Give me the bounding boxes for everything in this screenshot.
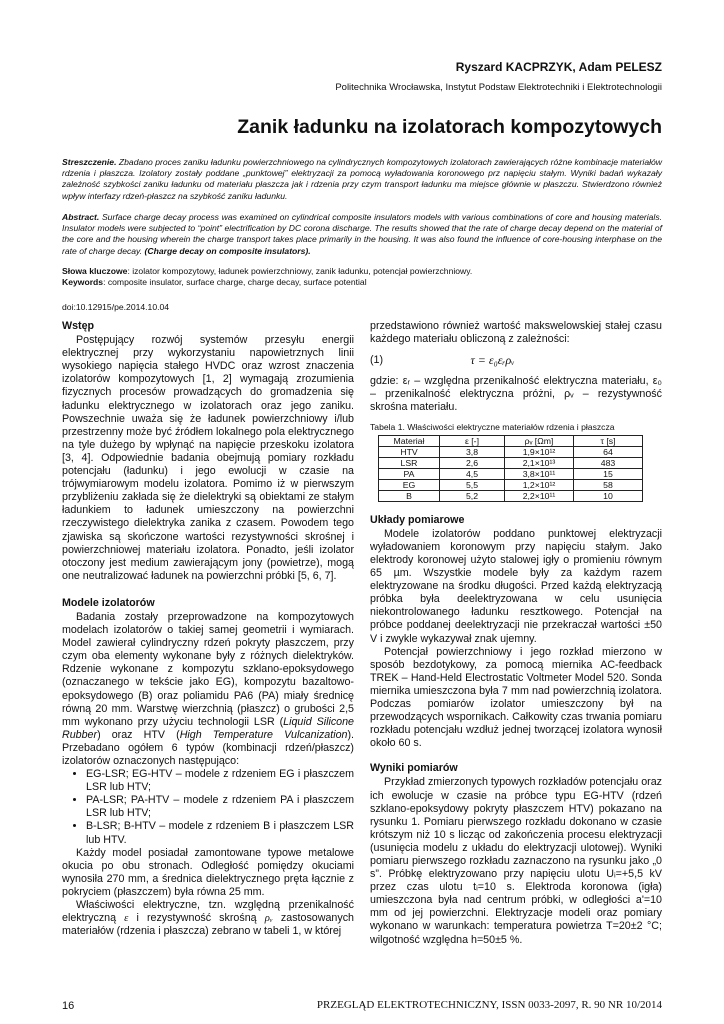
page-title: Zanik ładunku na izolatorach kompozytowych	[237, 116, 662, 138]
abstract-en-label: Abstract.	[62, 212, 100, 222]
abstract-pl	[62, 157, 662, 202]
modele-text-b: ) oraz HTV (	[97, 728, 180, 741]
modele-3-text-b: i rezystywność skrośną	[128, 912, 265, 925]
table-cell: 3,8×10¹¹	[505, 468, 574, 479]
table-header-cell: Materiał	[379, 435, 440, 446]
abstract-pl-label: Streszczenie.	[62, 157, 117, 167]
table-cell: B	[379, 490, 440, 501]
table-cell: 5,5	[440, 479, 505, 490]
table-cell: EG	[379, 479, 440, 490]
modele-text-a: Badania zostały przeprowadzone na kompozytowych modelach izolatorów o takiej samej geometrii i wymiarach. Model zawierał cylindryczny rdzeń pokryty płaszczem, przy czym oba elementy wykonane były z różnych dielektryków. Rdzenie wykonane z kompozytu szklano-epoksydowego (oznaczanego w tekście jako EG), kompozytu bazaltowo-epoksydowego (B) oraz poliamidu PA6 (PA) miały średnicę równą 20 mm. Warstwę wierzchnią (płaszcz) o grubości 2,5 mm wykonano przy użyciu technologii LSR (	[62, 610, 354, 728]
table-cell: HTV	[379, 446, 440, 457]
paragraph-wstep: Postępujący rozwój systemów przesyłu energii elektrycznej przy wykorzystaniu napowietrznych linii wysokiego napięcia stałego HVDC oraz wzrost znaczenia izolatorów kompozytowych [1, 2] wymagają zrozumienia fizycznych procesów prowadzących do gromadzenia się ładunku elektrycznego w izolatorach oraz jego zaniku. Powszechnie uważa się że ładunek powierzchniowy i/lub przestrzenny może być źródłem lokalnego pola elektrycznego na tyle dużego by wpłynąć na napięcie przeskoku izolatora [3, 4]. Odpowiednie badania obejmują pomiary rozkładu potencjału (ładunku) i jego ewolucji w czasie na trójwymiarowym modelu izolatora. Pomimo iż w pierwszym przybliżeniu zakłada się że dielektryki są obiektami ze stałym ładunkiem to ładunek umieszczony na powierzchni rzeczywistego dielektryka zanika z czasem. Powodem tego zjawiska są skończone wartości rezystywności skrośnej i powierzchniowej materiału izolatora. Ponadto, jeśli izolator otoczony jest medium zawierającym jony (powietrze), mogą one neutralizować ładunek na powierzchni próbki [5, 6, 7].	[62, 334, 354, 582]
keywords-pl-text: : izolator kompozytowy, ładunek powierzchniowy, zanik ładunku, potencjał powierzchniowy.	[127, 266, 473, 276]
paragraph-uklady-2: Potencjał powierzchniowy i jego rozkład mierzono w sposób bezdotykowy, za pomocą miernika AC-feedback TREK – Hand-Held Electrostatic Voltmeter Model 520. Sonda miernika umieszczona była 7 mm nad powierzchnią izolatora. Podczas pomiarów izolator umieszczony był na przewodzących wspornikach. Całkowity czas trwania pomiaru rozkładu potencjału wzdłuż jednej tworzącej izolatora wynosił około 60 s.	[370, 645, 662, 750]
table-cell: 15	[574, 468, 643, 479]
table-cell: 2,1×10¹³	[505, 457, 574, 468]
table-row	[379, 479, 643, 490]
section-heading-wyniki: Wyniki pomiarów	[370, 762, 458, 775]
doi: doi:10.12915/pe.2014.10.04	[62, 302, 170, 312]
paragraph-modele-2: Każdy model posiadał zamontowane typowe metalowe okucia po obu stronach. Odległość pomiędzy okuciami wynosiła 270 mm, a średnica dielektrycznego pręta łącznie z pokryciem (płaszczem) była równa 25 mm.	[62, 846, 354, 898]
table-cell: 1,9×10¹²	[505, 446, 574, 457]
abstract-pl-text: Zbadano proces zaniku ładunku powierzchniowego na cylindrycznych kompozytowych izolatorach zawierających różne kombinacje materiałów rdzenia i płaszcza. Izolatory zostały poddane „punktowej” elektryzacji za pomocą wyładowania koronowego prz napięciu stałym. Wyniki badań wykazały zależność szybkości zaniku ładunku od materiału płaszcza jak i rdzenia przy czym transport ładunku ma miejsce głównie w płaszczu. Stwierdzono również wpływ interfazy rdzeń-płaszcz na szybkość zaniku ładunku.	[62, 157, 662, 201]
table-cell: 4,5	[440, 468, 505, 479]
table-cell: 1,2×10¹²	[505, 479, 574, 490]
table-cell: 3,8	[440, 446, 505, 457]
left-column	[62, 320, 354, 938]
htv-term: High Temperature Vulcanization	[179, 728, 348, 741]
paragraph-right-intro: przedstawiono również wartość makswelowskiej stałej czasu każdego materiału obliczoną z zależności:	[370, 320, 662, 346]
lsr-term: Liquid Silicone Rubber	[62, 715, 355, 741]
keywords-pl-label: Słowa kluczowe	[62, 266, 128, 276]
table-row	[379, 446, 643, 457]
paragraph-gdzie: gdzie: εᵣ – względna przenikalność elektryczna materiału, ε₀ – przenikalność elektryczna próżni, ρᵥ – rezystywność skrośna materiału.	[370, 375, 662, 414]
table-row	[379, 457, 643, 468]
table-cell: PA	[379, 468, 440, 479]
page-number: 16	[62, 1000, 75, 1012]
table-cell: 5,2	[440, 490, 505, 501]
table-cell: 483	[574, 457, 643, 468]
section-heading-modele: Modele izolatorów	[62, 596, 155, 609]
table-cell: 64	[574, 446, 643, 457]
modele-3-text-a: Właściwości elektryczne, tzn. względną przenikalność elektryczną	[62, 899, 354, 925]
epsilon-symbol: ε	[124, 912, 129, 925]
modele-text-c: ). Przebadano ogółem 6 typów (kombinacji rdzeń/płaszcz) izolatorów oznaczonych następująco:	[62, 728, 354, 767]
keywords-en-text: : composite insulator, surface charge, charge decay, surface potential	[103, 277, 367, 287]
abstract-en	[62, 212, 662, 257]
table-cell: LSR	[379, 457, 440, 468]
table-header-cell: τ [s]	[574, 435, 643, 446]
rho-symbol: ρᵥ	[264, 912, 273, 925]
journal-footer: PRZEGLĄD ELEKTROTECHNICZNY, ISSN 0033-2097, R. 90 NR 10/2014	[316, 999, 662, 1011]
table-row	[379, 490, 643, 501]
properties-table	[378, 435, 643, 502]
paragraph-wyniki: Przykład zmierzonych typowych rozkładów potencjału oraz ich ewolucje w czasie na próbce typu EG-HTV (rdzeń szklano-epoksydowy pokryty płaszczem HTV) pokazano na rysunku 1. Pomiaru pierwszego rozkładu dokonano w czasie krótszym niż 10 s licząc od zakończenia procesu elektryzacji (usunięcia modelu z układu do elektryzacji ulotowej). Wyniki pomiaru pierwszego rozkładu zaznaczono na rysunku jako „0 s”. Próbkę elektryzowano przy napięciu ulotu Uᵢ=+5,5 kV przez czas ulotu tᵢ=10 s. Elektroda koronowa (igła) umieszczona była nad centrum próbki, w odległości a'=10 mm od jej powierzchni. Elektryzacje modeli oraz pomiary wykonano w warunkach: temperatura powietrza T=20±2 °C; wilgotność względna h=50±5 %.	[370, 776, 662, 946]
table-caption: Tabela 1. Właściwości elektryczne materiałów rdzenia i płaszcza	[370, 421, 615, 432]
right-column	[370, 320, 662, 947]
table-cell: 2,6	[440, 457, 505, 468]
table-header-cell: ε [-]	[440, 435, 505, 446]
abstract-en-text: Surface charge decay process was examined on cylindrical composite insulators models with various combinations of core and housing materials. Insulator models were subjected to “point” electrification by DC corona discharge. The results showed that the rate of charge decay depend on the material of the core and the housing wherein the charge transport takes place primarily in the housing. It was also found the influence of core-housing interphase on the rate of charge decay.	[62, 212, 662, 256]
equation-formula: τ = ε₀εᵣρᵥ	[470, 353, 515, 368]
abstract-en-title: (Charge decay on composite insulators).	[144, 245, 311, 256]
modele-3-text-c: zastosowanych materiałów (rdzenia i płaszcza) zebrano w tabeli 1, w której	[62, 912, 354, 938]
table-row	[379, 468, 643, 479]
keywords-en-label: Keywords	[62, 277, 104, 287]
keywords-pl	[62, 266, 662, 277]
affiliation: Politechnika Wrocławska, Instytut Podstaw Elektrotechniki i Elektrotechnologii	[335, 82, 662, 93]
model-list	[62, 768, 354, 847]
paragraph-uklady-1: Modele izolatorów poddano punktowej elektryzacji wyładowaniem koronowym przy napięciu stałym. Jako elektrody koronowej użyto stalowej igły o promieniu równym 65 µm. Wszystkie modele były za każdym razem elektryzowane na środku długości. Przed każdą elektryzacją próbka była deelektryzowana w celu usunięcia niekontrolowanego ładunku resztkowego. Potencjał na próbce poddanej deelektryzacji nie przekraczał wartości ±50 V i zwykle wykazywał znak ujemny.	[370, 527, 662, 645]
list-item: • PA-LSR; PA-HTV – modele z rdzeniem PA i płaszczem LSR lub HTV;	[86, 794, 354, 820]
table-cell: 2,2×10¹¹	[505, 490, 574, 501]
section-heading-wstep: Wstęp	[62, 320, 95, 332]
table-cell: 10	[574, 490, 643, 501]
table-header-cell: ρᵥ [Ωm]	[505, 435, 574, 446]
equation-number: (1)	[370, 354, 384, 367]
equation-1	[370, 354, 662, 367]
paragraph-modele-1	[62, 611, 354, 768]
section-heading-uklady: Układy pomiarowe	[370, 513, 465, 526]
list-item: • EG-LSR; EG-HTV – modele z rdzeniem EG i płaszczem LSR lub HTV;	[86, 768, 354, 794]
table-header-row	[379, 435, 643, 446]
keywords-en	[62, 277, 662, 288]
authors: Ryszard KACPRZYK, Adam PELESZ	[455, 60, 662, 74]
table-cell: 58	[574, 479, 643, 490]
paragraph-modele-3	[62, 899, 354, 938]
list-item: • B-LSR; B-HTV – modele z rdzeniem B i płaszczem LSR lub HTV.	[86, 820, 354, 846]
